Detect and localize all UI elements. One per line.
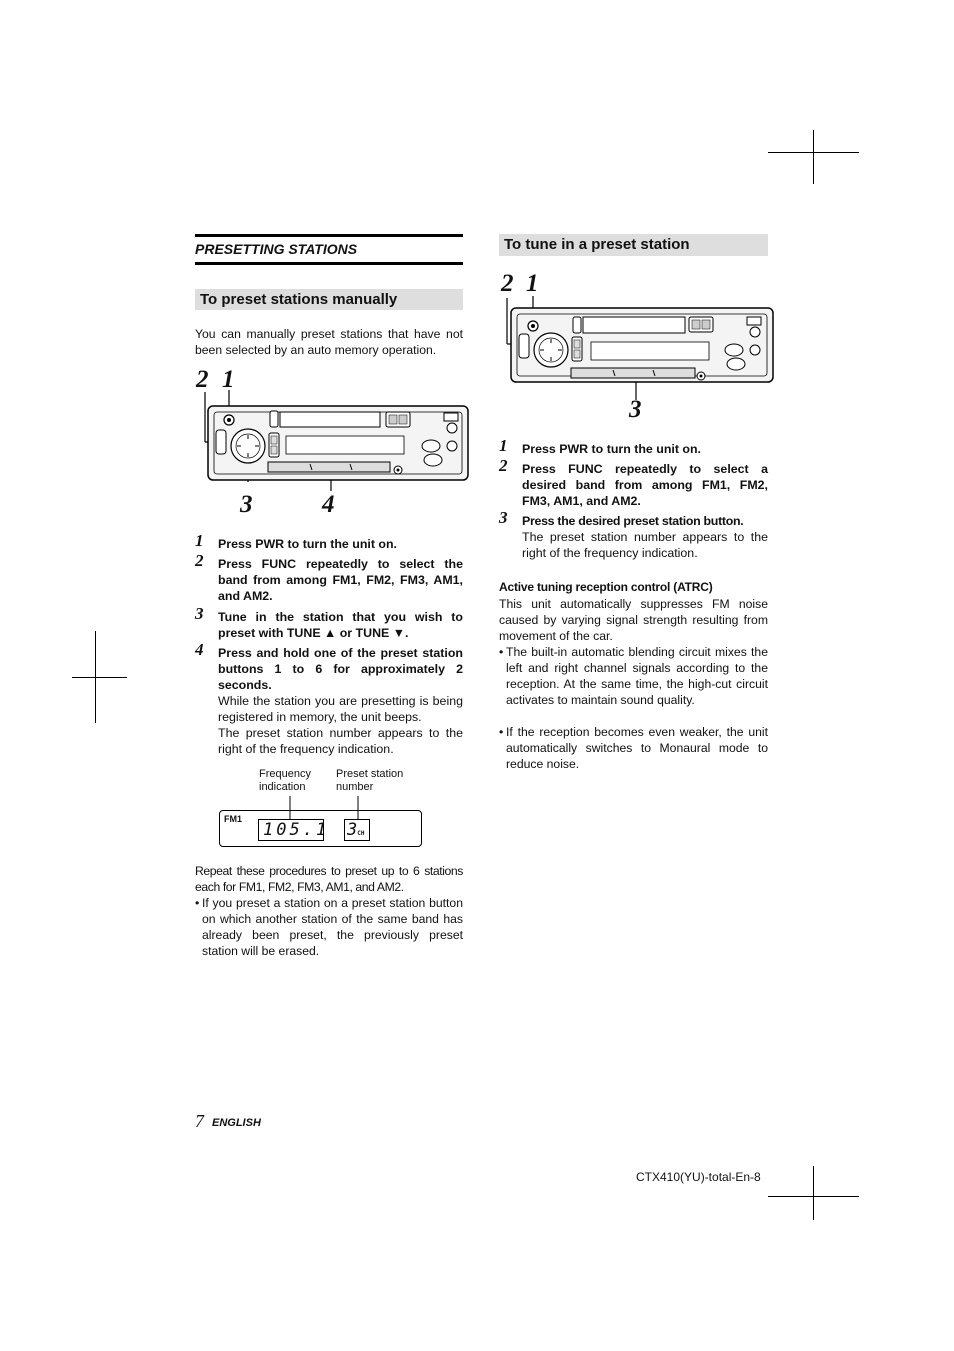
label-preset-station-number: Preset station number — [336, 768, 404, 793]
left-step-4 — [195, 640, 463, 760]
file-id: CTX410(YU)-total-En-8 — [636, 1170, 761, 1184]
left-step-1 — [195, 531, 463, 554]
right-bullet-1 — [499, 644, 768, 724]
crop-mark-top-right-v — [813, 130, 814, 184]
step-text-group — [522, 513, 768, 561]
crop-mark-bottom-right-v — [813, 1166, 814, 1220]
intro-paragraph: You can manually preset stations that have not been selected by an auto memory operation. — [195, 327, 463, 357]
step-number: 1 — [499, 436, 508, 455]
step-text: Tune in the station that you wish to preset with TUNE ▲ or TUNE ▼. — [218, 610, 463, 640]
band-indicator: FM1 — [224, 814, 242, 824]
callout-3: 3 — [240, 491, 253, 518]
step-text: Press FUNC repeatedly to select the band from among FM1, FM2, FM3, AM1, and AM2. — [218, 557, 463, 603]
step-number: 3 — [499, 508, 508, 527]
step-number: 2 — [195, 551, 204, 570]
atrc-title: Active tuning reception control (ATRC) — [499, 580, 713, 594]
callout-1-right: 1 — [526, 270, 539, 297]
language-label: ENGLISH — [212, 1117, 261, 1129]
section-title: PRESETTING STATIONS — [195, 234, 463, 265]
frequency-readout: 105.1 — [258, 819, 324, 841]
left-step-2 — [195, 551, 463, 608]
step-text: Press PWR to turn the unit on. — [522, 442, 701, 456]
step-text: Press PWR to turn the unit on. — [218, 537, 397, 551]
step-text-group — [218, 645, 463, 757]
bullet-dot: • — [499, 645, 504, 659]
car-stereo-illustration-right — [505, 292, 777, 402]
label-frequency-indication: Frequency indication — [259, 768, 311, 793]
callout-3-right: 3 — [629, 396, 642, 423]
crop-mark-left-h — [72, 677, 127, 678]
preset-readout: 3CH — [344, 819, 370, 841]
step-number: 2 — [499, 456, 508, 475]
step-subtext-2: The preset station number appears to the right of the frequency indication. — [218, 726, 463, 756]
step-subtext-1: The preset station number appears to the right of the frequency indication. — [522, 530, 768, 560]
callout-2: 2 — [196, 366, 209, 393]
lcd-display — [219, 810, 422, 847]
step-number: 4 — [195, 640, 204, 659]
bullet-text: If the reception becomes even weaker, the unit automatically switches to Monaural mode to reduce noise. — [506, 725, 768, 771]
bullet-text: The built-in automatic blending circuit mixes the left and right channel signals according to the reception. At the same time, the high-cut circuit activates to maintain sound quality. — [506, 645, 768, 707]
crop-mark-bottom-right-h — [768, 1196, 859, 1197]
repeat-paragraph: Repeat these procedures to preset up to 6 stations each for FM1, FM2, FM3, AM1, and AM2. — [195, 864, 463, 894]
right-step-3 — [499, 508, 768, 563]
bullet-text: If you preset a station on a preset station button on which another station of the same band has already been preset, the previously preset station will be erased. — [202, 896, 463, 958]
right-step-2 — [499, 456, 768, 513]
step-number: 3 — [195, 604, 204, 623]
subsection-title-tune: To tune in a preset station — [499, 234, 768, 256]
callout-1: 1 — [222, 366, 235, 393]
step-number: 1 — [195, 531, 204, 550]
page-number: 7 — [195, 1111, 204, 1131]
subsection-title-manual: To preset stations manually — [195, 289, 463, 310]
ch-label: CH — [357, 830, 365, 837]
atrc-paragraph: This unit automatically suppresses FM noise caused by varying signal strength resulting from movement of the car. — [499, 597, 768, 643]
callout-2-right: 2 — [501, 270, 514, 297]
left-bullet — [195, 895, 463, 961]
step-text: Press the desired preset station button. — [522, 514, 744, 528]
bullet-dot: • — [499, 725, 504, 739]
left-step-3 — [195, 604, 463, 643]
bullet-dot: • — [195, 896, 200, 910]
crop-mark-top-right-h — [768, 152, 859, 153]
car-stereo-illustration-left — [200, 386, 472, 496]
callout-4: 4 — [322, 491, 335, 518]
right-bullet-2 — [499, 724, 768, 774]
right-step-1 — [499, 436, 768, 459]
step-text: Press FUNC repeatedly to select a desired band from among FM1, FM2, FM3, AM1, and AM2. — [522, 462, 768, 508]
step-subtext-1: While the station you are presetting is being registered in memory, the unit beeps. — [218, 694, 463, 724]
step-text: Press and hold one of the preset station buttons 1 to 6 for approximately 2 seconds. — [218, 646, 463, 692]
